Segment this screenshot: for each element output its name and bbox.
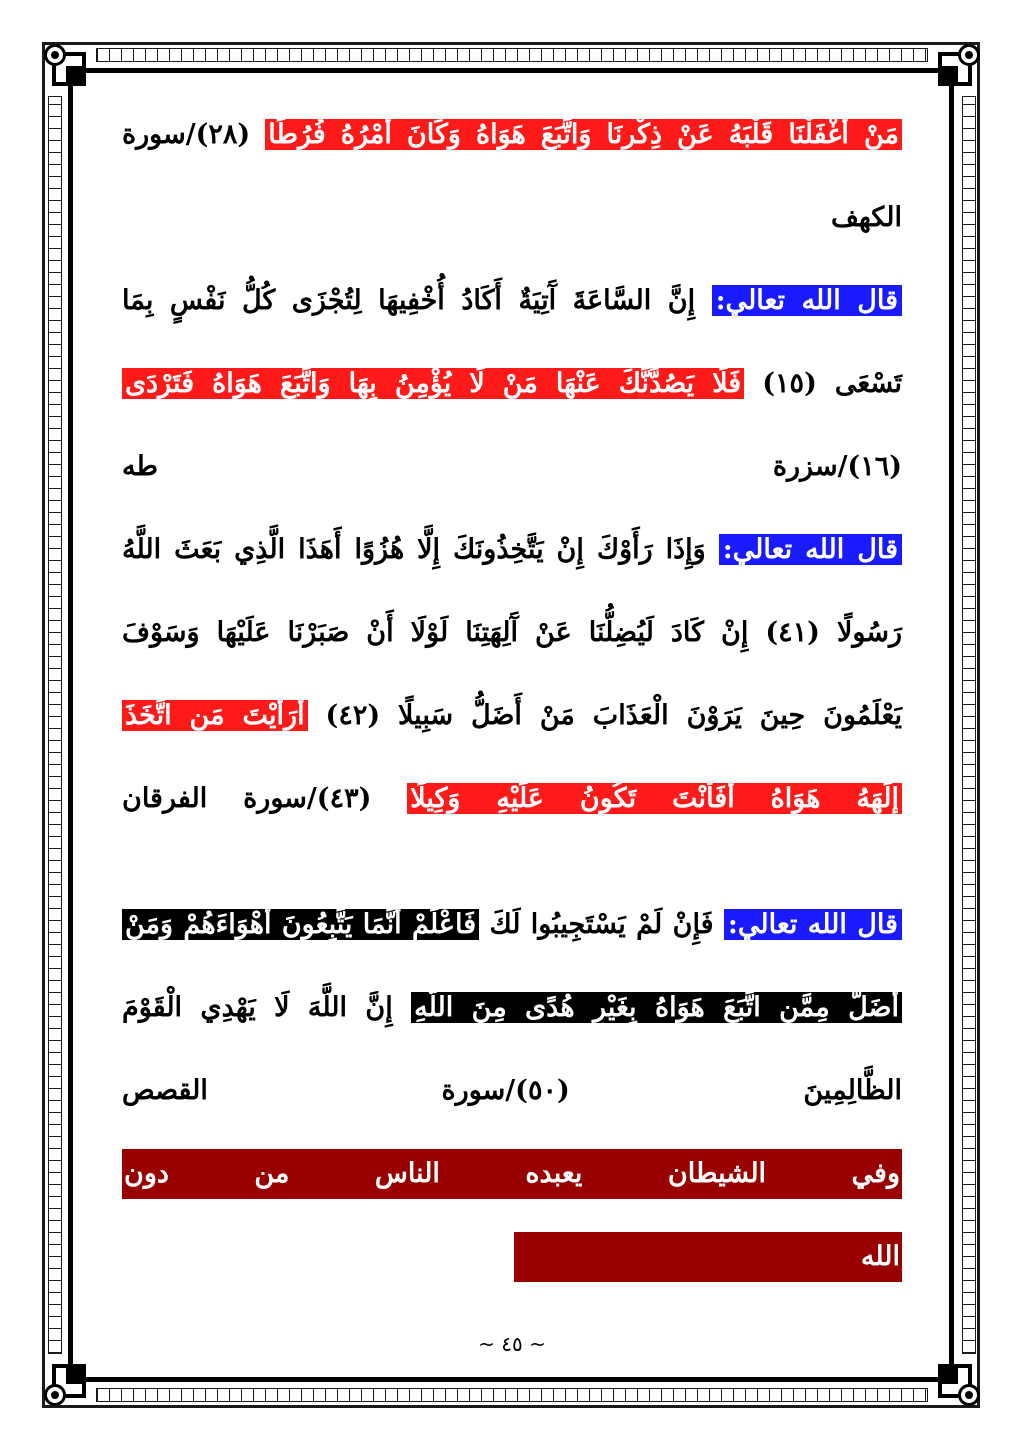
page-border-top bbox=[96, 48, 928, 62]
verse-line-9 bbox=[122, 774, 902, 824]
page-number: ~ ٤٥ ~ bbox=[478, 1332, 546, 1356]
verse-line-6 bbox=[122, 525, 902, 575]
verse-line-5 bbox=[122, 442, 902, 492]
surah-ref: (٥٠)/سورة bbox=[441, 1075, 570, 1106]
verse-line-3 bbox=[122, 276, 902, 326]
statement-line-2 bbox=[514, 1232, 902, 1282]
quran-text: تَسْعَى (١٥) bbox=[762, 368, 903, 399]
page-content bbox=[122, 110, 902, 1282]
quran-quote: فَاعْلَمْ أَنَّمَا يَتَّبِعُونَ أَهْوَاءَهُمْ وَمَنْ bbox=[122, 909, 479, 940]
quran-text: يَعْلَمُونَ حِينَ يَرَوْنَ الْعَذَابَ مَنْ أَضَلُّ سَبِيلًا (٤٢) bbox=[325, 700, 903, 731]
statement-text: وفي الشيطان يعبده الناس من دون bbox=[124, 1158, 900, 1189]
quran-quote: إِلَهَهُ هَوَاهُ أَفَأَنْتَ تَكُونُ عَلَيْهِ وَكِيلًا bbox=[407, 783, 902, 814]
verse-line-12 bbox=[122, 1066, 902, 1116]
verse-line-1 bbox=[122, 110, 902, 160]
quran-text: وَإِذَا رَأَوْكَ إِنْ يَتَّخِذُونَكَ إِلَّا هُزُوًا أَهَذَا الَّذِي بَعَثَ اللَّهُ bbox=[122, 534, 706, 565]
verse-line-11 bbox=[122, 983, 902, 1033]
surah-name: الكهف bbox=[830, 202, 902, 233]
corner-ornament-bottom-left bbox=[38, 1362, 88, 1412]
quran-quote: أَرَأَيْتَ مَنِ اتَّخَذَ bbox=[122, 700, 308, 731]
quran-text: الظَّالِمِينَ bbox=[803, 1075, 903, 1106]
verse-line-4 bbox=[122, 359, 902, 409]
verse-line-2 bbox=[122, 193, 902, 243]
verse-line-10 bbox=[122, 900, 902, 950]
surah-ref: (٤٣)/سورة الفرقان bbox=[122, 783, 372, 814]
page-border-right bbox=[962, 96, 976, 1354]
quran-text: إِنَّ اللَّهَ لَا يَهْدِي الْقَوْمَ bbox=[122, 992, 393, 1023]
surah-ref: (٢٨)/سورة bbox=[122, 119, 251, 150]
intro-label: قال الله تعالي: bbox=[719, 534, 902, 565]
quran-quote: مَنْ أَغْفَلْنَا قَلْبَهُ عَنْ ذِكْرِنَا وَاتَّبَعَ هَوَاهُ وَكَانَ أَمْرُهُ فُرُطًا bbox=[265, 119, 902, 150]
intro-label: قال الله تعالي: bbox=[724, 909, 902, 940]
quran-text: إِنَّ السَّاعَةَ آَتِيَةٌ أَكَادُ أُخْفِيهَا لِتُجْزَى كُلُّ نَفْسٍ بِمَا bbox=[122, 285, 696, 316]
verse-line-8 bbox=[122, 691, 902, 741]
corner-ornament-top-left bbox=[38, 38, 88, 88]
surah-name: طه bbox=[122, 451, 158, 482]
quran-text: رَسُولًا (٤١) إِنْ كَادَ لَيُضِلُّنَا عَنْ آَلِهَتِنَا لَوْلَا أَنْ صَبَرْنَا عَلَيْهَا وَسَوْفَ bbox=[122, 617, 902, 648]
page-border-left bbox=[48, 96, 62, 1354]
statement-text: الله bbox=[860, 1241, 900, 1272]
quran-quote: أَضَلُّ مِمَّنِ اتَّبَعَ هَوَاهُ بِغَيْرِ هُدًى مِنَ اللَّهِ bbox=[411, 992, 902, 1023]
verse-line-7 bbox=[122, 608, 902, 658]
quran-quote: فَلَا يَصُدَّنَّكَ عَنْهَا مَنْ لَا يُؤْمِنُ بِهَا وَاتَّبَعَ هَوَاهُ فَتَرْدَى bbox=[122, 368, 744, 399]
surah-ref: (١٦)/سزرة bbox=[772, 451, 902, 482]
page-border-bottom bbox=[96, 1388, 928, 1402]
surah-name: القصص bbox=[122, 1075, 208, 1106]
corner-ornament-top-right bbox=[936, 38, 986, 88]
statement-line-1 bbox=[122, 1149, 902, 1199]
intro-label: قال الله تعالي: bbox=[712, 285, 902, 316]
corner-ornament-bottom-right bbox=[936, 1362, 986, 1412]
quran-text: فَإِنْ لَمْ يَسْتَجِيبُوا لَكَ bbox=[489, 909, 714, 940]
